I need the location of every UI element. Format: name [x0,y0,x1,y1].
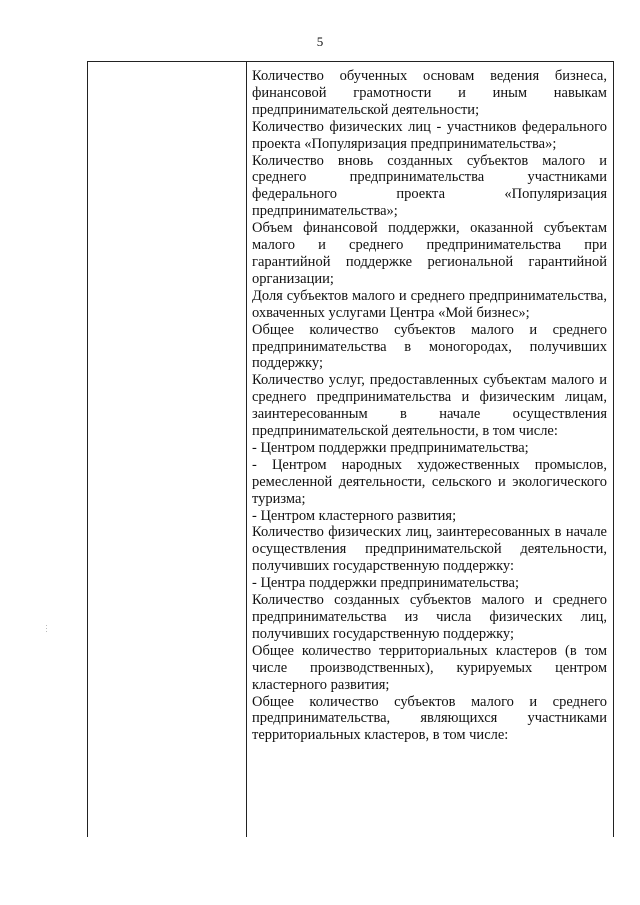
paragraph-my-business-share: Доля субъектов малого и среднего предпринимательства, охваченных услугами Центра «Мой бизнес»; [252,287,607,321]
indicators-table [87,61,614,837]
paragraph-individuals-supported: Количество физических лиц, заинтересованных в начале осуществления предпринимательской деятельности, получивших государственную поддержку: [252,524,607,575]
margin-scan-mark [44,623,48,643]
paragraph-trained-count: Количество обученных основам ведения бизнеса, финансовой грамотности и иным навыкам предпринимательской деятельности; [252,68,607,118]
table-left-cell [88,62,247,837]
paragraph-folk-crafts-center: - Центром народных художественных промыслов, ремесленной деятельности, сельского и экологического туризма; [252,456,607,507]
paragraph-created-from-individuals: Количество созданных субъектов малого и среднего предпринимательства из числа физических лиц, получивших государственную поддержку; [252,592,607,642]
paragraph-new-sme-created: Количество вновь созданных субъектов малого и среднего предпринимательства участниками федерального проекта «Популяризация предпринимательства»; [252,152,607,220]
table-right-cell [252,68,607,744]
paragraph-cluster-center: - Центром кластерного развития; [252,507,457,524]
paragraph-territorial-clusters: Общее количество территориальных кластеров (в том числе производственных), курируемых центром кластерного развития; [252,642,607,693]
paragraph-financial-support-volume: Объем финансовой поддержки, оказанной субъектам малого и среднего предпринимательства при гарантийной поддержке региональной гарантийной организации; [252,220,607,287]
paragraph-entrepreneurship-center: - Центром поддержки предпринимательства; [252,439,529,456]
paragraph-cluster-participants: Общее количество субъектов малого и среднего предпринимательства, являющихся участниками территориальных кластеров, в том числе: [252,693,607,744]
paragraph-monotowns-support: Общее количество субъектов малого и среднего предпринимательства в моногородах, получивших поддержку; [252,321,607,372]
page-number: 5 [316,34,324,49]
paragraph-project-participants: Количество физических лиц - участников федерального проекта «Популяризация предпринимательства»; [252,118,607,152]
paragraph-services-count: Количество услуг, предоставленных субъектам малого и среднего предпринимательства и физическим лицам, заинтересованным в начале осуществления предпринимательской деятельности, в том числе: [252,372,607,440]
paragraph-support-center: - Центра поддержки предпринимательства; [252,575,519,592]
